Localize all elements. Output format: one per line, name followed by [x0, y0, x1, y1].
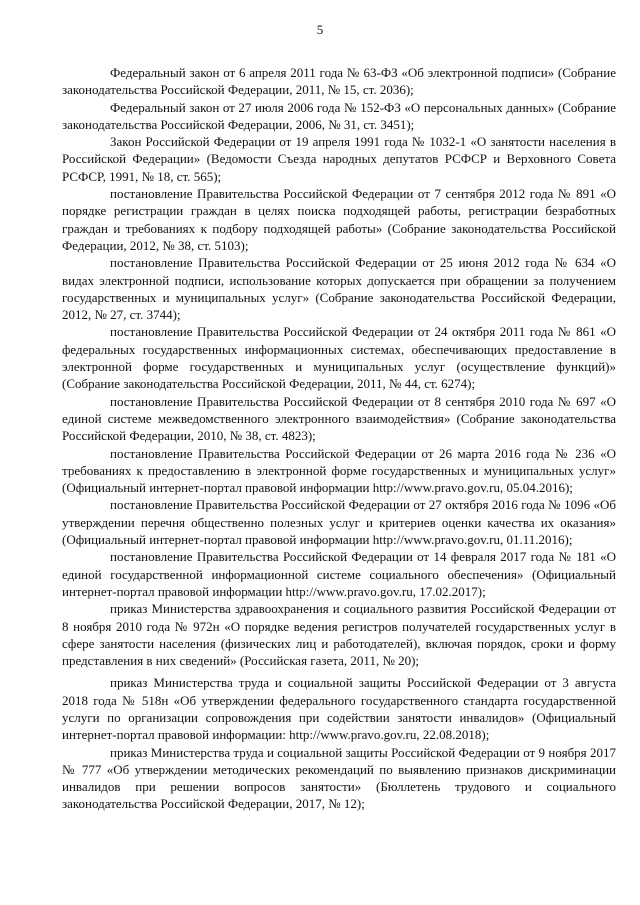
- paragraph-federal-law-152fz: Федеральный закон от 27 июля 2006 года № 152-ФЗ «О персональных данных» (Собрание законодательства Российской Федерации, 2006, № 31, ст. 3451);: [62, 99, 616, 132]
- paragraph-resolution-697: постановление Правительства Российской Федерации от 8 сентября 2010 года № 697 «О единой системе межведомственного электронного взаимодействия» (Собрание законодательства Российской Федерации, 2010, № 38, ст. 4823);: [62, 393, 616, 444]
- paragraph-order-777: приказ Министерства труда и социальной защиты Российской Федерации от 9 ноября 2017 № 777 «Об утверждении методических рекомендаций по выявлению признаков дискриминации инвалидов при решении вопросов занятости» (Бюллетень трудового и социального законодательства Российской Федерации, 2017, № 12);: [62, 744, 616, 812]
- paragraph-resolution-1096: постановление Правительства Российской Федерации от 27 октября 2016 года № 1096 «Об утверждении перечня общественно полезных услуг и критериев оценки качества их оказания» (Официальный интернет-портал правовой информации http://www.pravo.gov.ru, 01.11.2016);: [62, 497, 616, 548]
- paragraph-order-972n: приказ Министерства здравоохранения и социального развития Российской Федерации от 8 ноября 2010 года № 972н «О порядке ведения регистров получателей государственных услуг в сфере занятости населения (физических лиц и работодателей), включая порядок, сроки и форму представления в них сведений» (Российская газета, 2011, № 20);: [62, 601, 616, 669]
- paragraph-federal-law-63fz: Федеральный закон от 6 апреля 2011 года № 63-ФЗ «Об электронной подписи» (Собрание законодательства Российской Федерации, 2011, № 15, ст. 2036);: [62, 65, 616, 98]
- page-number: 5: [316, 22, 324, 37]
- paragraph-resolution-891: постановление Правительства Российской Федерации от 7 сентября 2012 года № 891 «О порядке регистрации граждан в целях поиска подходящей работы, регистрации безработных граждан и требованиях к подбору подходящей работы» (Собрание законодательства Российской Федерации, 2012, № 38, ст. 5103);: [62, 186, 616, 253]
- legal-basis-list: [62, 64, 616, 813]
- paragraph-resolution-236: постановление Правительства Российской Федерации от 26 марта 2016 года № 236 «О требованиях к предоставлению в электронной форме государственных и муниципальных услуг» (Официальный интернет-портал правовой информации http://www.pravo.gov.ru, 05.04.2016);: [62, 445, 616, 496]
- paragraph-resolution-861: постановление Правительства Российской Федерации от 24 октября 2011 года № 861 «О федеральных государственных информационных системах, обеспечивающих предоставление в электронной форме государственных и муниципальных услуг (осуществление функций)» (Собрание законодательства Российской Федерации, 2011, № 44, ст. 6274);: [62, 324, 616, 392]
- paragraph-resolution-634: постановление Правительства Российской Федерации от 25 июня 2012 года № 634 «О видах электронной подписи, использование которых допускается при обращении за получением государственных и муниципальных услуг» (Собрание законодательства Российской Федерации, 2012, № 27, ст. 3744);: [62, 255, 616, 323]
- paragraph-law-1032-1: Закон Российской Федерации от 19 апреля 1991 года № 1032-1 «О занятости населения в Российской Федерации» (Ведомости Съезда народных депутатов РСФСР и Верховного Совета РСФСР, 1991, № 18, ст. 565);: [62, 134, 616, 184]
- paragraph-resolution-181: постановление Правительства Российской Федерации от 14 февраля 2017 года № 181 «О единой государственной информационной системе социального обеспечения» (Официальный интернет-портал правовой информации http://www.pravo.gov.ru, 17.02.2017);: [62, 549, 616, 599]
- paragraph-order-518n: приказ Министерства труда и социальной защиты Российской Федерации от 3 августа 2018 года № 518н «Об утверждении федерального государственного стандарта государственной услуги по организации сопровождения при содействии занятости инвалидов» (Официальный интернет-портал правовой информации: http://www.pravo.gov.ru, 22.08.2018);: [62, 675, 616, 743]
